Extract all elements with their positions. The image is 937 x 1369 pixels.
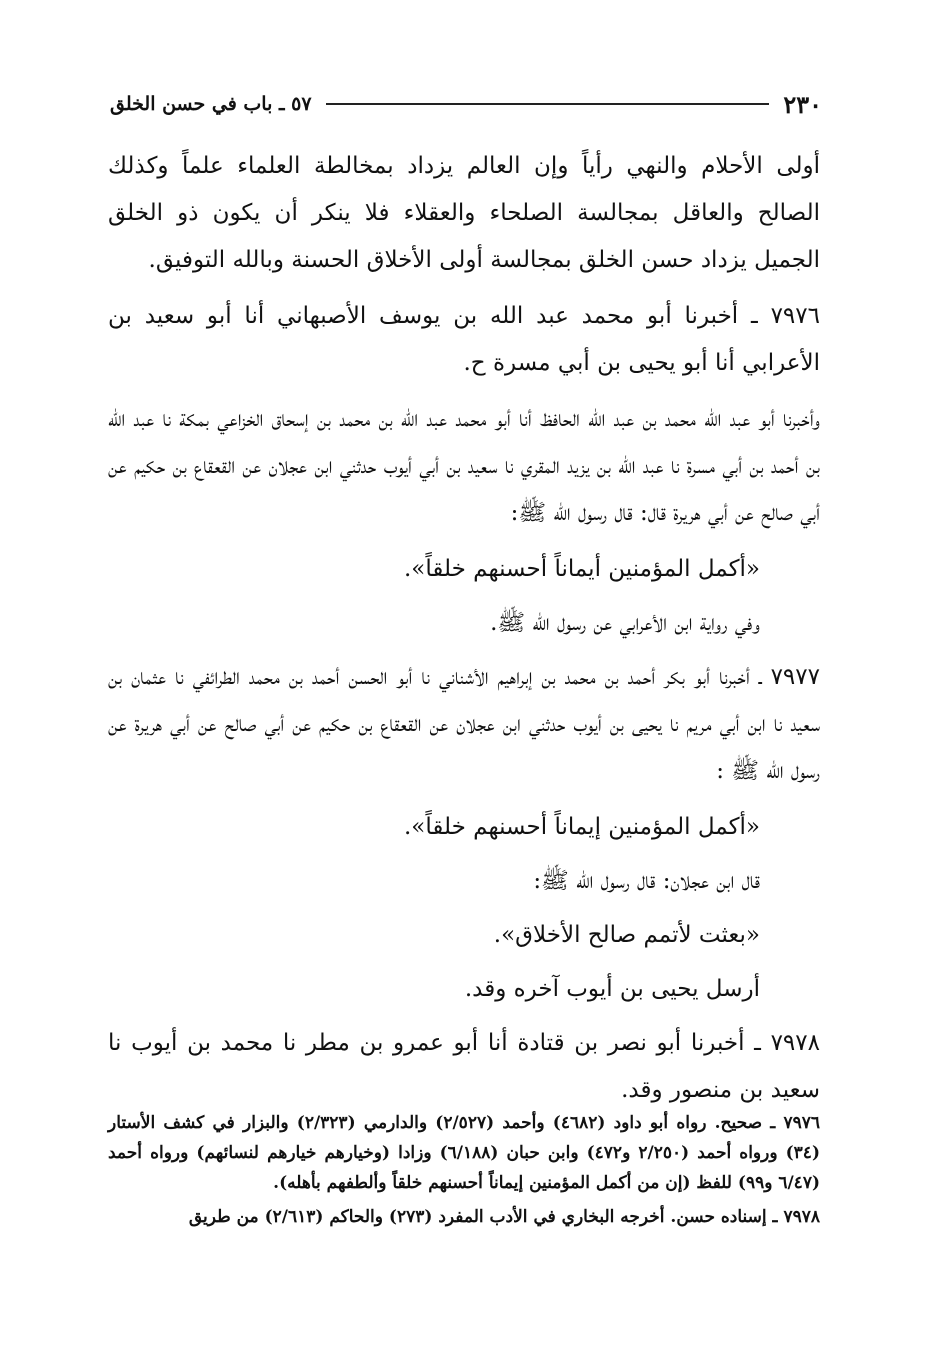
header-rule [326, 103, 770, 105]
footnotes [108, 1108, 820, 1236]
hadith-text: «أكمل المؤمنين أيماناً أحسنهم خلقاً». [404, 556, 760, 582]
paragraph: أولى الأحلام والنهي رأياً وإن العالم يزداد بمخالطة العلماء علماً وكذلك الصالح والعاقل بمجالسة الصلحاء والعقلاء فلا ينكر أن يكون ذو الخلق الجميل يزداد حسن الخلق بمجالسة أولى الأخلاق الحسنة وبالله التوفيق. [108, 153, 820, 273]
paragraph: قال ابن عجلان: قال رسول الله ﷺ: [533, 868, 760, 894]
main-text [108, 143, 820, 1123]
hadith-text: «بعثت لأتمم صالح الأخلاق». [493, 922, 760, 948]
paragraph: وأخبرنا أبو عبد الله محمد بن عبد الله الحافظ أنا أبو محمد عبد الله بن محمد بن إسحاق الخزاعي بمكة نا عبد الله بن أحمد بن أبي مسرة نا عبد الله بن يزيد المقري نا سعيد بن أبي أيوب حدثني ابن عجلان عن القعقاع بن حكيم عن أبي صالح عن أبي هريرة قال: قال رسول الله ﷺ: [108, 406, 820, 526]
page-number: ٢٣٠ [783, 89, 822, 119]
paragraph: أرسل يحيى بن أيوب آخره وقد. [464, 976, 760, 1002]
footnote-7976: ٧٩٧٦ ـ صحيح. رواه أبو داود (٤٦٨٢) وأحمد (٢/٥٢٧) والدارمي (٢/٣٢٣) والبزار في كشف الأستار (٣٤) ورواه أحمد (٢/٢٥٠ و٤٧٢) وابن حبان (٦/١٨٨) وزادا (وخيارهم خيارهم لنسائهم) ورواه أحمد (٦/٤٧ و٩٩) للفظ (إن من أكمل المؤمنين إيماناً أحسنهم خلقاً وألطفهم بأهله). [108, 1113, 821, 1193]
hadith-text: «أكمل المؤمنين إيماناً أحسنهم خلقاً». [404, 814, 760, 840]
paragraph: وفي رواية ابن الأعرابي عن رسول الله ﷺ. [490, 610, 760, 636]
running-title: ٥٧ ـ باب في حسن الخلق [110, 93, 312, 115]
hadith-7978-isnad: ٧٩٧٨ ـ أخبرنا أبو نصر بن قتادة أنا أبو عمرو بن مطر نا محمد بن أيوب نا سعيد بن منصور وقد. [108, 1030, 820, 1103]
footnote-7978: ٧٩٧٨ ـ إسناده حسن. أخرجه البخاري في الأدب المفرد (٢٧٣) والحاكم (٢/٦١٣) من طريق [188, 1207, 820, 1227]
hadith-7976-isnad: ٧٩٧٦ ـ أخبرنا أبو محمد عبد الله بن يوسف الأصبهاني أنا أبو سعيد بن الأعرابي أنا أبو يحيى بن أبي مسرة ح. [108, 303, 820, 376]
hadith-7977-isnad: ٧٩٧٧ ـ أخبرنا أبو بكر أحمد بن محمد بن إبراهيم الأشناني نا أبو الحسن أحمد بن محمد الطرائفي نا عثمان بن سعيد نا ابن أبي مريم نا يحيى بن أيوب حدثني ابن عجلان عن القعقاع بن حكيم عن أبي صالح عن أبي هريرة عن رسول الله ﷺ : [108, 664, 820, 784]
page-header [110, 84, 822, 124]
